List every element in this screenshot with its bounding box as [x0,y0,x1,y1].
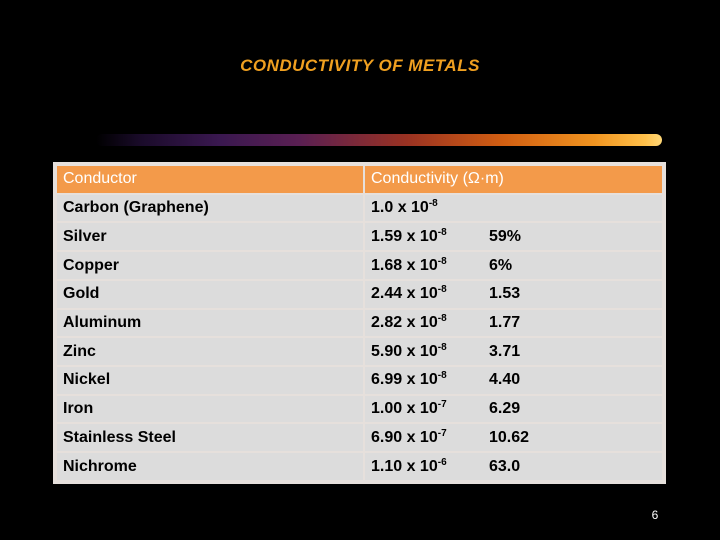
table-row [57,338,662,365]
table-row [57,252,662,279]
table-row [57,281,662,308]
table-row [57,453,662,480]
conductor-name-cell: Nichrome [57,453,363,480]
conductivity-exponent: -8 [437,370,447,382]
conductivity-exponent: -8 [437,226,447,238]
conductor-name-cell: Gold [57,281,363,308]
conductivity-value [371,458,489,476]
conductivity-exponent: -6 [437,456,447,468]
conductivity-value-cell [365,453,662,480]
conductor-name-cell: Stainless Steel [57,424,363,451]
conductivity-value-cell [365,223,662,250]
conductivity-mantissa: 1.68 x 10 [371,256,438,274]
conductivity-exponent: -8 [437,312,447,324]
conductor-name-cell: Nickel [57,367,363,394]
conductivity-mantissa: 5.90 x 10 [371,342,438,360]
conductivity-value [371,429,489,447]
conductivity-note: 6% [489,256,513,274]
conductivity-value [371,199,489,217]
conductivity-note: 10.62 [489,428,530,446]
conductivity-value [371,343,489,361]
conductivity-table [55,164,664,482]
conductivity-table-frame [53,162,666,484]
conductivity-mantissa: 6.90 x 10 [371,428,438,446]
table-row [57,310,662,337]
conductor-name-cell: Aluminum [57,310,363,337]
conductivity-exponent: -8 [437,284,447,296]
conductivity-mantissa: 1.0 x 10 [371,199,429,217]
conductor-name-cell: Copper [57,252,363,279]
table-row [57,195,662,222]
table-row [57,424,662,451]
conductivity-note: 3.71 [489,342,521,360]
conductivity-value-cell [365,195,662,222]
conductivity-exponent: -7 [437,399,447,411]
conductivity-mantissa: 1.00 x 10 [371,400,438,418]
conductivity-mantissa: 6.99 x 10 [371,371,438,389]
conductivity-value-cell [365,310,662,337]
conductor-name-cell: Carbon (Graphene) [57,195,363,222]
conductivity-note: 4.40 [489,371,521,389]
conductivity-note: 63.0 [489,457,521,475]
conductivity-value-cell [365,281,662,308]
table-row [57,396,662,423]
conductivity-exponent: -7 [437,427,447,439]
conductivity-note: 59% [489,227,522,245]
conductivity-mantissa: 2.44 x 10 [371,285,438,303]
conductivity-mantissa: 1.10 x 10 [371,457,438,475]
table-row [57,367,662,394]
conductivity-mantissa: 1.59 x 10 [371,227,438,245]
conductivity-value-cell [365,396,662,423]
title-underline-bar [96,134,662,146]
conductivity-value [371,314,489,332]
table-row [57,223,662,250]
header-conductivity: Conductivity (Ω·m) [365,166,662,193]
conductivity-value [371,285,489,303]
conductivity-note: 1.77 [489,313,521,331]
conductivity-mantissa: 2.82 x 10 [371,313,438,331]
page-number: 6 [651,508,659,522]
conductor-name-cell: Iron [57,396,363,423]
conductivity-value [371,371,489,389]
conductivity-value [371,257,489,275]
conductivity-value-cell [365,338,662,365]
slide-title: CONDUCTIVITY OF METALS [240,56,480,75]
conductivity-value-cell [365,367,662,394]
conductivity-exponent: -8 [437,255,447,267]
conductor-name-cell: Silver [57,223,363,250]
conductivity-value [371,228,489,246]
header-conductor: Conductor [57,166,363,193]
conductivity-exponent: -8 [428,198,438,210]
table-header-row [57,166,662,193]
conductor-name-cell: Zinc [57,338,363,365]
conductivity-value [371,400,489,418]
conductivity-value-cell [365,252,662,279]
conductivity-exponent: -8 [437,341,447,353]
conductivity-note: 6.29 [489,400,521,418]
conductivity-value-cell [365,424,662,451]
conductivity-note: 1.53 [489,285,521,303]
